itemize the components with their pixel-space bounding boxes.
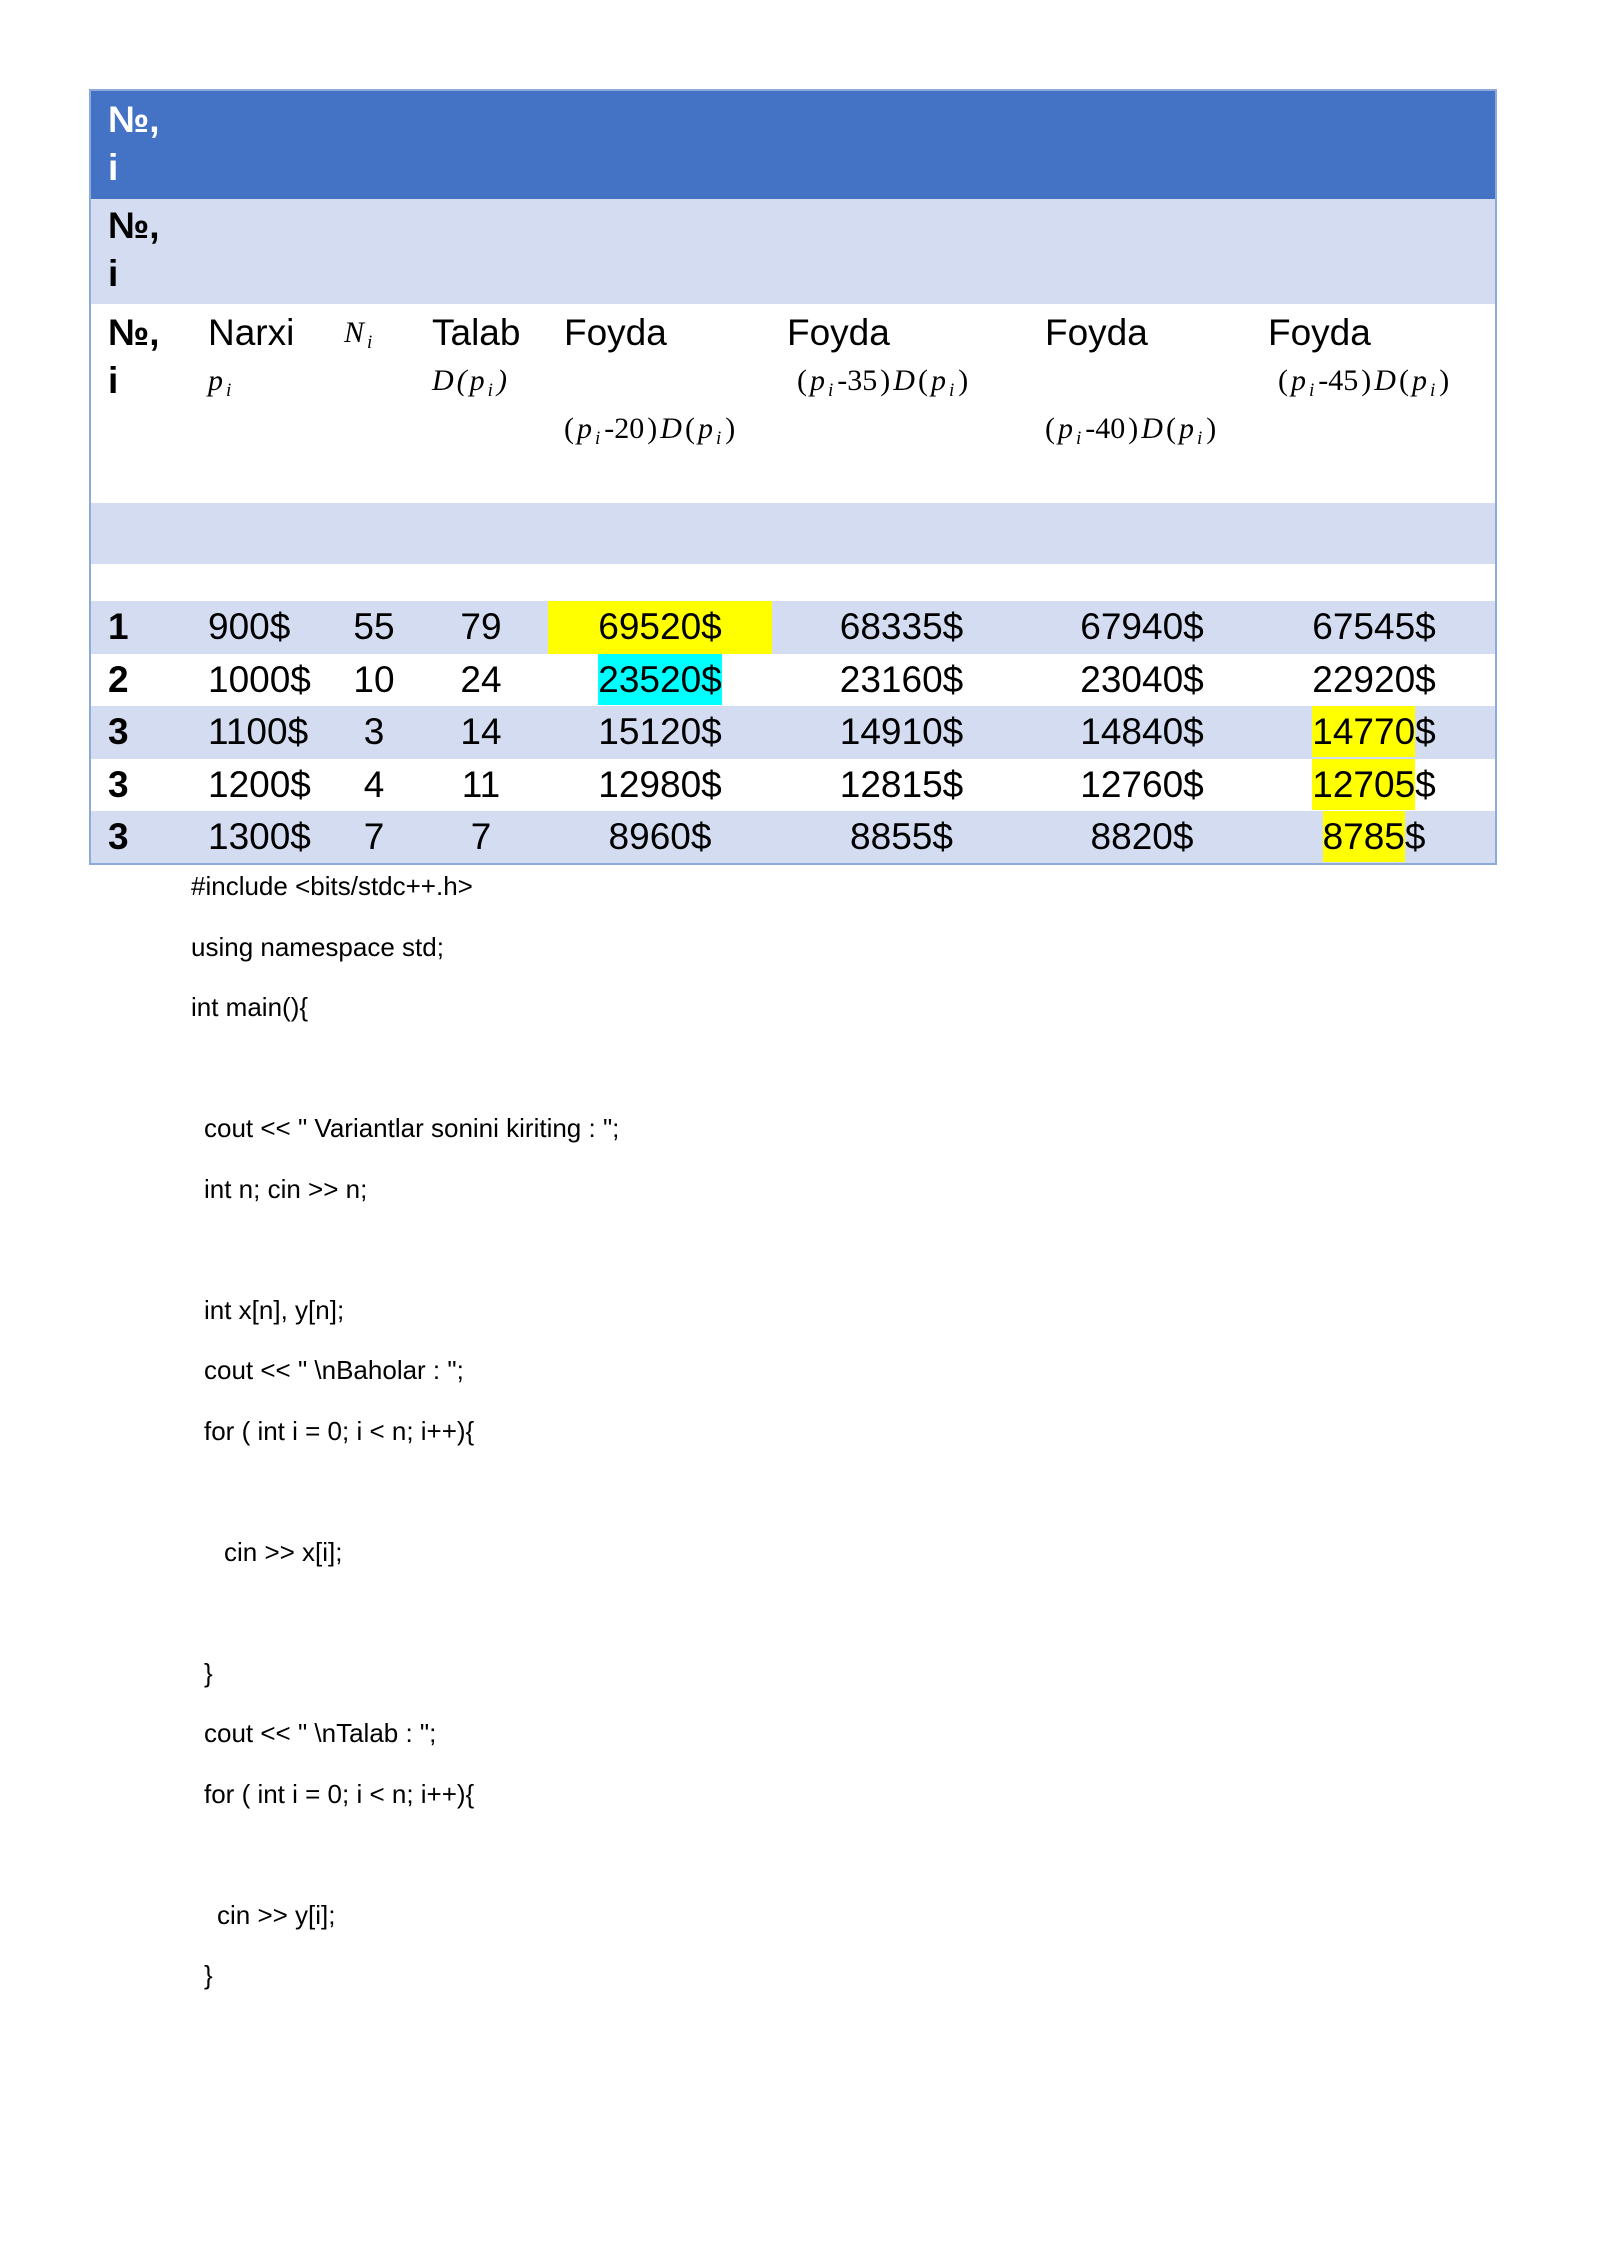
profit-cell [548, 654, 772, 707]
number-sign-label: №, [108, 312, 160, 353]
math-symbol: ) [725, 412, 736, 445]
header-profit-cell [1253, 304, 1496, 503]
code-line: } [204, 1657, 213, 1688]
math-symbol: ( [456, 364, 467, 397]
math-subscript: i [948, 380, 955, 401]
demand-cell: 79 [460, 606, 502, 648]
price-cell: 1100$ [208, 711, 309, 753]
table-row [90, 759, 1496, 812]
profit-amount: 23160 [839, 658, 943, 700]
profit-cell [772, 706, 1031, 759]
profit-formula [1268, 357, 1495, 405]
math-symbol: ) [880, 364, 891, 397]
spacer-row [90, 564, 1496, 601]
math-symbol: p [577, 412, 592, 445]
currency-symbol: $ [701, 606, 722, 648]
math-symbol: ) [1128, 412, 1139, 445]
code-line: cout << " \nBaholar : "; [204, 1355, 464, 1385]
currency-symbol: $ [701, 763, 722, 805]
profit-cell [1253, 601, 1496, 654]
count-cell: 3 [363, 711, 385, 753]
demand-cell: 7 [470, 815, 492, 857]
math-symbol: ( [684, 412, 695, 445]
currency-symbol: $ [1183, 711, 1204, 753]
price-symbol [208, 357, 334, 405]
math-symbol: ) [647, 412, 658, 445]
profit-amount: 8820 [1090, 815, 1173, 857]
code-line: int main(){ [191, 992, 309, 1022]
currency-symbol: $ [942, 711, 964, 753]
profit-amount: 8855 [850, 815, 933, 857]
profit-cell [1031, 759, 1253, 812]
math-symbol: ( [1045, 412, 1055, 445]
profit-cell [548, 706, 772, 759]
subtitle-number-cell [90, 199, 201, 304]
demand-cell: 11 [461, 763, 501, 805]
math-symbol: ( [797, 364, 807, 397]
count-cell: 7 [363, 815, 385, 857]
index-label: i [108, 147, 119, 188]
number-sign-label: №, [108, 205, 160, 246]
profit-amount: 23040 [1080, 658, 1184, 700]
math-symbol: ( [1278, 364, 1288, 397]
row-number: 2 [108, 658, 129, 700]
profit-cell [1253, 759, 1496, 812]
profit-amount: 22920 [1312, 658, 1416, 700]
profit-label: Foyda [787, 312, 890, 353]
header-profit-cell [1031, 304, 1253, 503]
math-symbol: ( [1165, 412, 1176, 445]
code-line: using namespace std; [191, 931, 444, 962]
profit-table [89, 89, 1497, 865]
code-line: for ( int i = 0; i < n; i++){ [204, 1415, 475, 1446]
blank-line [0, 1461, 1600, 1522]
math-symbol: p [1058, 412, 1073, 445]
math-symbol: ) [1361, 364, 1372, 397]
header-demand-cell [414, 304, 548, 503]
math-symbol: -45 [1318, 364, 1359, 397]
math-subscript: i [1429, 380, 1436, 401]
currency-symbol: $ [701, 711, 722, 753]
math-symbol: p [469, 364, 485, 397]
spacer-band [90, 503, 1496, 564]
currency-symbol: $ [1183, 763, 1204, 805]
table-row [90, 706, 1496, 759]
price-label: Narxi [208, 312, 295, 353]
row-number: 3 [108, 815, 129, 857]
price-cell: 900$ [208, 606, 291, 648]
code-line: cout << " Variantlar sonini kiriting : "; [204, 1113, 620, 1143]
row-number: 3 [108, 711, 129, 753]
math-symbol: p [208, 364, 223, 397]
header-gap [564, 357, 772, 405]
code-line: cout << " \nTalab : "; [204, 1718, 437, 1748]
spacer [90, 564, 1496, 601]
math-symbol: -40 [1085, 412, 1126, 445]
profit-cell [548, 601, 772, 654]
math-symbol: p [1178, 412, 1194, 445]
math-symbol: -20 [604, 412, 645, 445]
currency-symbol: $ [932, 815, 953, 857]
row-number: 1 [108, 606, 129, 648]
profit-formula [787, 357, 1031, 405]
blank-line [0, 1582, 1600, 1643]
profit-cell [1031, 654, 1253, 707]
header-profit-cell [548, 304, 772, 503]
profit-amount: 12815 [839, 763, 943, 805]
currency-symbol: $ [1415, 658, 1436, 700]
profit-label: Foyda [1268, 312, 1371, 353]
count-cell: 4 [363, 763, 385, 805]
profit-amount: 23520 [598, 654, 701, 705]
currency-symbol: $ [942, 763, 964, 805]
currency-symbol: $ [1183, 658, 1204, 700]
title-number-cell [90, 90, 201, 199]
profit-amount: 67940 [1080, 606, 1184, 648]
number-sign-label: №, [108, 99, 160, 140]
math-symbol: ) [496, 364, 507, 397]
title-band-filler [201, 90, 1496, 199]
profit-amount: 69520 [598, 606, 702, 648]
math-symbol: ( [564, 412, 574, 445]
code-line: int n; cin >> n; [204, 1173, 368, 1204]
math-symbol: -35 [837, 364, 878, 397]
header-count-cell [334, 304, 414, 503]
profit-amount: 12705 [1312, 759, 1415, 810]
math-subscript: i [1076, 428, 1082, 449]
math-subscript: i [1196, 428, 1203, 449]
math-symbol: D [1141, 412, 1163, 445]
profit-cell [772, 654, 1031, 707]
code-line: cin >> x[i]; [224, 1536, 343, 1567]
header-row [90, 304, 1496, 503]
header-gap [1045, 357, 1253, 405]
header-price-cell [201, 304, 334, 503]
demand-symbol [432, 357, 548, 405]
currency-symbol: $ [1415, 711, 1436, 753]
profit-amount: 14840 [1080, 711, 1184, 753]
subtitle-row [90, 199, 1496, 304]
profit-cell [1031, 601, 1253, 654]
count-symbol [344, 309, 414, 357]
math-symbol: N [344, 316, 365, 349]
math-symbol: ) [958, 364, 969, 397]
currency-symbol: $ [942, 606, 964, 648]
math-symbol: D [432, 364, 454, 397]
profit-amount: 8960 [608, 815, 691, 857]
math-symbol: ) [1439, 364, 1450, 397]
header-profit-cell [772, 304, 1031, 503]
table-row [90, 601, 1496, 654]
code-line: cin >> y[i]; [217, 1899, 336, 1930]
currency-symbol: $ [701, 654, 722, 705]
price-cell: 1200$ [208, 763, 311, 805]
count-cell: 55 [353, 606, 395, 648]
table-row [90, 654, 1496, 707]
math-symbol: ( [1398, 364, 1409, 397]
math-symbol: D [660, 412, 682, 445]
index-label: i [108, 360, 119, 401]
profit-cell [548, 759, 772, 812]
title-row [90, 90, 1496, 199]
profit-amount: 15120 [598, 711, 702, 753]
currency-symbol: $ [1415, 606, 1436, 648]
math-subscript: i [595, 428, 601, 449]
currency-symbol: $ [1415, 763, 1436, 805]
profit-cell [1031, 706, 1253, 759]
math-symbol: ( [917, 364, 928, 397]
header-number-cell [90, 304, 201, 503]
code-line: for ( int i = 0; i < n; i++){ [204, 1778, 475, 1809]
demand-label: Talab [432, 312, 521, 353]
profit-amount: 12980 [598, 763, 702, 805]
price-cell: 1300$ [208, 815, 311, 857]
spacer-band-row [90, 503, 1496, 564]
profit-amount: 67545 [1312, 606, 1416, 648]
math-symbol: ) [1206, 412, 1217, 445]
math-symbol: p [697, 412, 713, 445]
demand-cell: 14 [460, 711, 502, 753]
blank-line [0, 1038, 1600, 1099]
profit-amount: 14770 [1312, 706, 1415, 757]
math-symbol: D [893, 364, 915, 397]
index-label: i [108, 253, 119, 294]
code-listing [0, 856, 1600, 2006]
demand-cell: 24 [460, 658, 502, 700]
blank-line [0, 1219, 1600, 1280]
subtitle-band-filler [201, 199, 1496, 304]
price-cell: 1000$ [208, 658, 311, 700]
profit-cell [1253, 654, 1496, 707]
profit-amount: 14910 [839, 711, 943, 753]
profit-cell [772, 759, 1031, 812]
profit-amount: 8785 [1323, 811, 1405, 862]
math-symbol: p [810, 364, 825, 397]
profit-formula [1045, 405, 1253, 453]
code-line: #include <bits/stdc++.h> [191, 871, 473, 901]
blank-line [0, 1824, 1600, 1885]
currency-symbol: $ [942, 658, 964, 700]
row-number: 3 [108, 763, 129, 805]
math-subscript: i [715, 428, 722, 449]
currency-symbol: $ [1172, 815, 1194, 857]
math-subscript: i [367, 332, 373, 353]
math-subscript: i [487, 380, 493, 401]
code-line: } [204, 1960, 213, 1990]
math-subscript: i [828, 380, 834, 401]
math-subscript: i [1309, 380, 1315, 401]
profit-amount: 12760 [1080, 763, 1184, 805]
code-line: int x[n], y[n]; [204, 1294, 345, 1325]
math-symbol: D [1374, 364, 1396, 397]
math-symbol: p [930, 364, 946, 397]
currency-symbol: $ [690, 815, 712, 857]
profit-cell [1253, 706, 1496, 759]
math-symbol: p [1291, 364, 1306, 397]
currency-symbol: $ [1404, 815, 1426, 857]
profit-cell [772, 601, 1031, 654]
profit-amount: 68335 [839, 606, 943, 648]
profit-label: Foyda [1045, 312, 1148, 353]
profit-label: Foyda [564, 312, 667, 353]
math-symbol: p [1411, 364, 1427, 397]
count-cell: 10 [353, 658, 395, 700]
currency-symbol: $ [1183, 606, 1204, 648]
math-subscript: i [226, 380, 232, 401]
profit-formula [564, 405, 772, 453]
